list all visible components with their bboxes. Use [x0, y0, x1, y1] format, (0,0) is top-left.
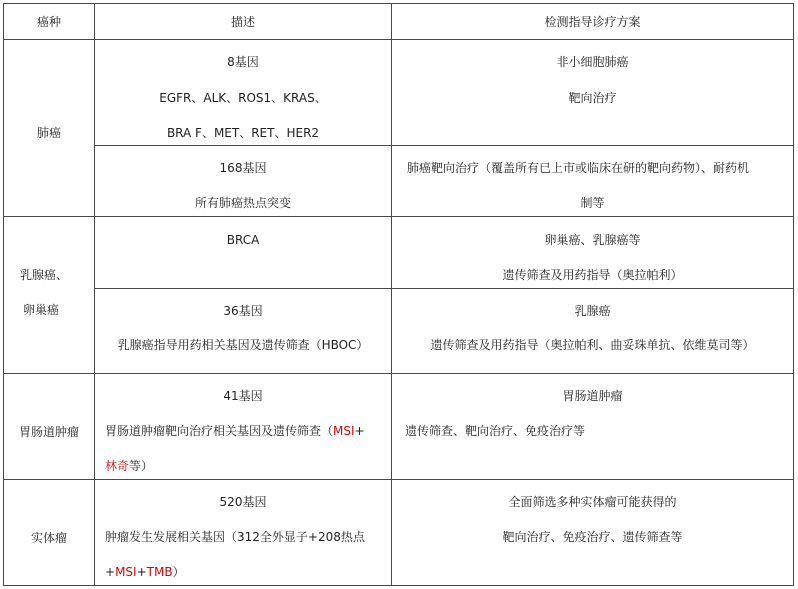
- description-text: 胃肠道肿瘤靶向治疗相关基因及遗传筛查（: [105, 424, 334, 438]
- table-border-left: [3, 3, 4, 586]
- guidance-text: 肺癌靶向治疗（覆盖所有已上市或临床在研的靶向药物）、耐药机: [407, 161, 750, 175]
- table-border-top: [3, 3, 794, 4]
- panel-description: [105, 459, 153, 473]
- header-divider: [3, 39, 794, 40]
- panel-description: [105, 424, 365, 438]
- guidance-text: 全面筛选多种实体瘤可能获得的: [508, 495, 677, 509]
- guidance-text: 遗传筛查、靶向治疗、免疫治疗等: [405, 424, 586, 438]
- cancer-type-gi: 胃肠道肿瘤: [18, 425, 79, 439]
- panel-description: 肿瘤发生发展相关基因（312全外显子+208热点: [105, 530, 365, 544]
- guidance-text: 遗传筛查及用药指导（奥拉帕利、曲妥珠单抗、依维莫司等）: [430, 338, 755, 352]
- row-divider: [3, 216, 794, 217]
- panel-description: [105, 565, 185, 579]
- description-text: +: [136, 565, 147, 579]
- cancer-type-lung: 肺癌: [36, 126, 61, 140]
- panel-title: 168基因: [219, 161, 267, 175]
- panel-title: 41基因: [223, 389, 263, 403]
- guidance-text: 胃肠道肿瘤: [562, 389, 623, 403]
- diagnosis-table: [3, 3, 794, 586]
- description-text: ）: [172, 565, 185, 579]
- description-text: +: [105, 565, 116, 579]
- panel-description: BRA F、MET、RET、HER2: [166, 126, 320, 140]
- row-divider: [94, 288, 794, 289]
- guidance-text: 乳腺癌: [574, 304, 611, 318]
- highlight-msi: MSI: [333, 424, 355, 438]
- cancer-type-ovarian: 卵巢癌: [23, 303, 60, 317]
- table-border-right: [793, 3, 794, 586]
- guidance-text: 靶向治疗: [568, 91, 617, 105]
- guidance-text: 非小细胞肺癌: [556, 55, 629, 69]
- table-border-bottom: [3, 585, 794, 586]
- header-guidance: 检测指导诊疗方案: [544, 15, 641, 29]
- description-text: 等）: [129, 459, 154, 473]
- row-divider: [94, 145, 794, 146]
- highlight-msi: MSI: [115, 565, 137, 579]
- panel-title: BRCA: [226, 233, 260, 247]
- panel-description: 所有肺癌热点突变: [194, 196, 291, 210]
- panel-description: EGFR、ALK、ROS1、KRAS、: [159, 91, 327, 105]
- guidance-text: 卵巢癌、乳腺癌等: [544, 233, 641, 247]
- header-cancer-type: 癌种: [36, 15, 61, 29]
- guidance-text: 遗传筛查及用药指导（奥拉帕利）: [502, 268, 683, 282]
- header-description: 描述: [230, 15, 255, 29]
- guidance-text: 靶向治疗、免疫治疗、遗传筛查等: [502, 530, 683, 544]
- row-divider: [3, 373, 794, 374]
- highlight-tmb: TMB: [146, 565, 173, 579]
- highlight-lynch: 林奇: [105, 459, 130, 473]
- guidance-text: 制等: [580, 196, 605, 210]
- panel-title: 36基因: [223, 304, 263, 318]
- panel-description: 乳腺癌指导用药相关基因及遗传筛查（HBOC）: [117, 338, 369, 352]
- panel-title: 520基因: [219, 495, 267, 509]
- panel-title: 8基因: [227, 55, 259, 69]
- row-divider: [3, 479, 794, 480]
- cancer-type-solid: 实体瘤: [30, 531, 67, 545]
- cancer-type-breast: 乳腺癌、: [20, 268, 69, 282]
- description-text: +: [354, 424, 365, 438]
